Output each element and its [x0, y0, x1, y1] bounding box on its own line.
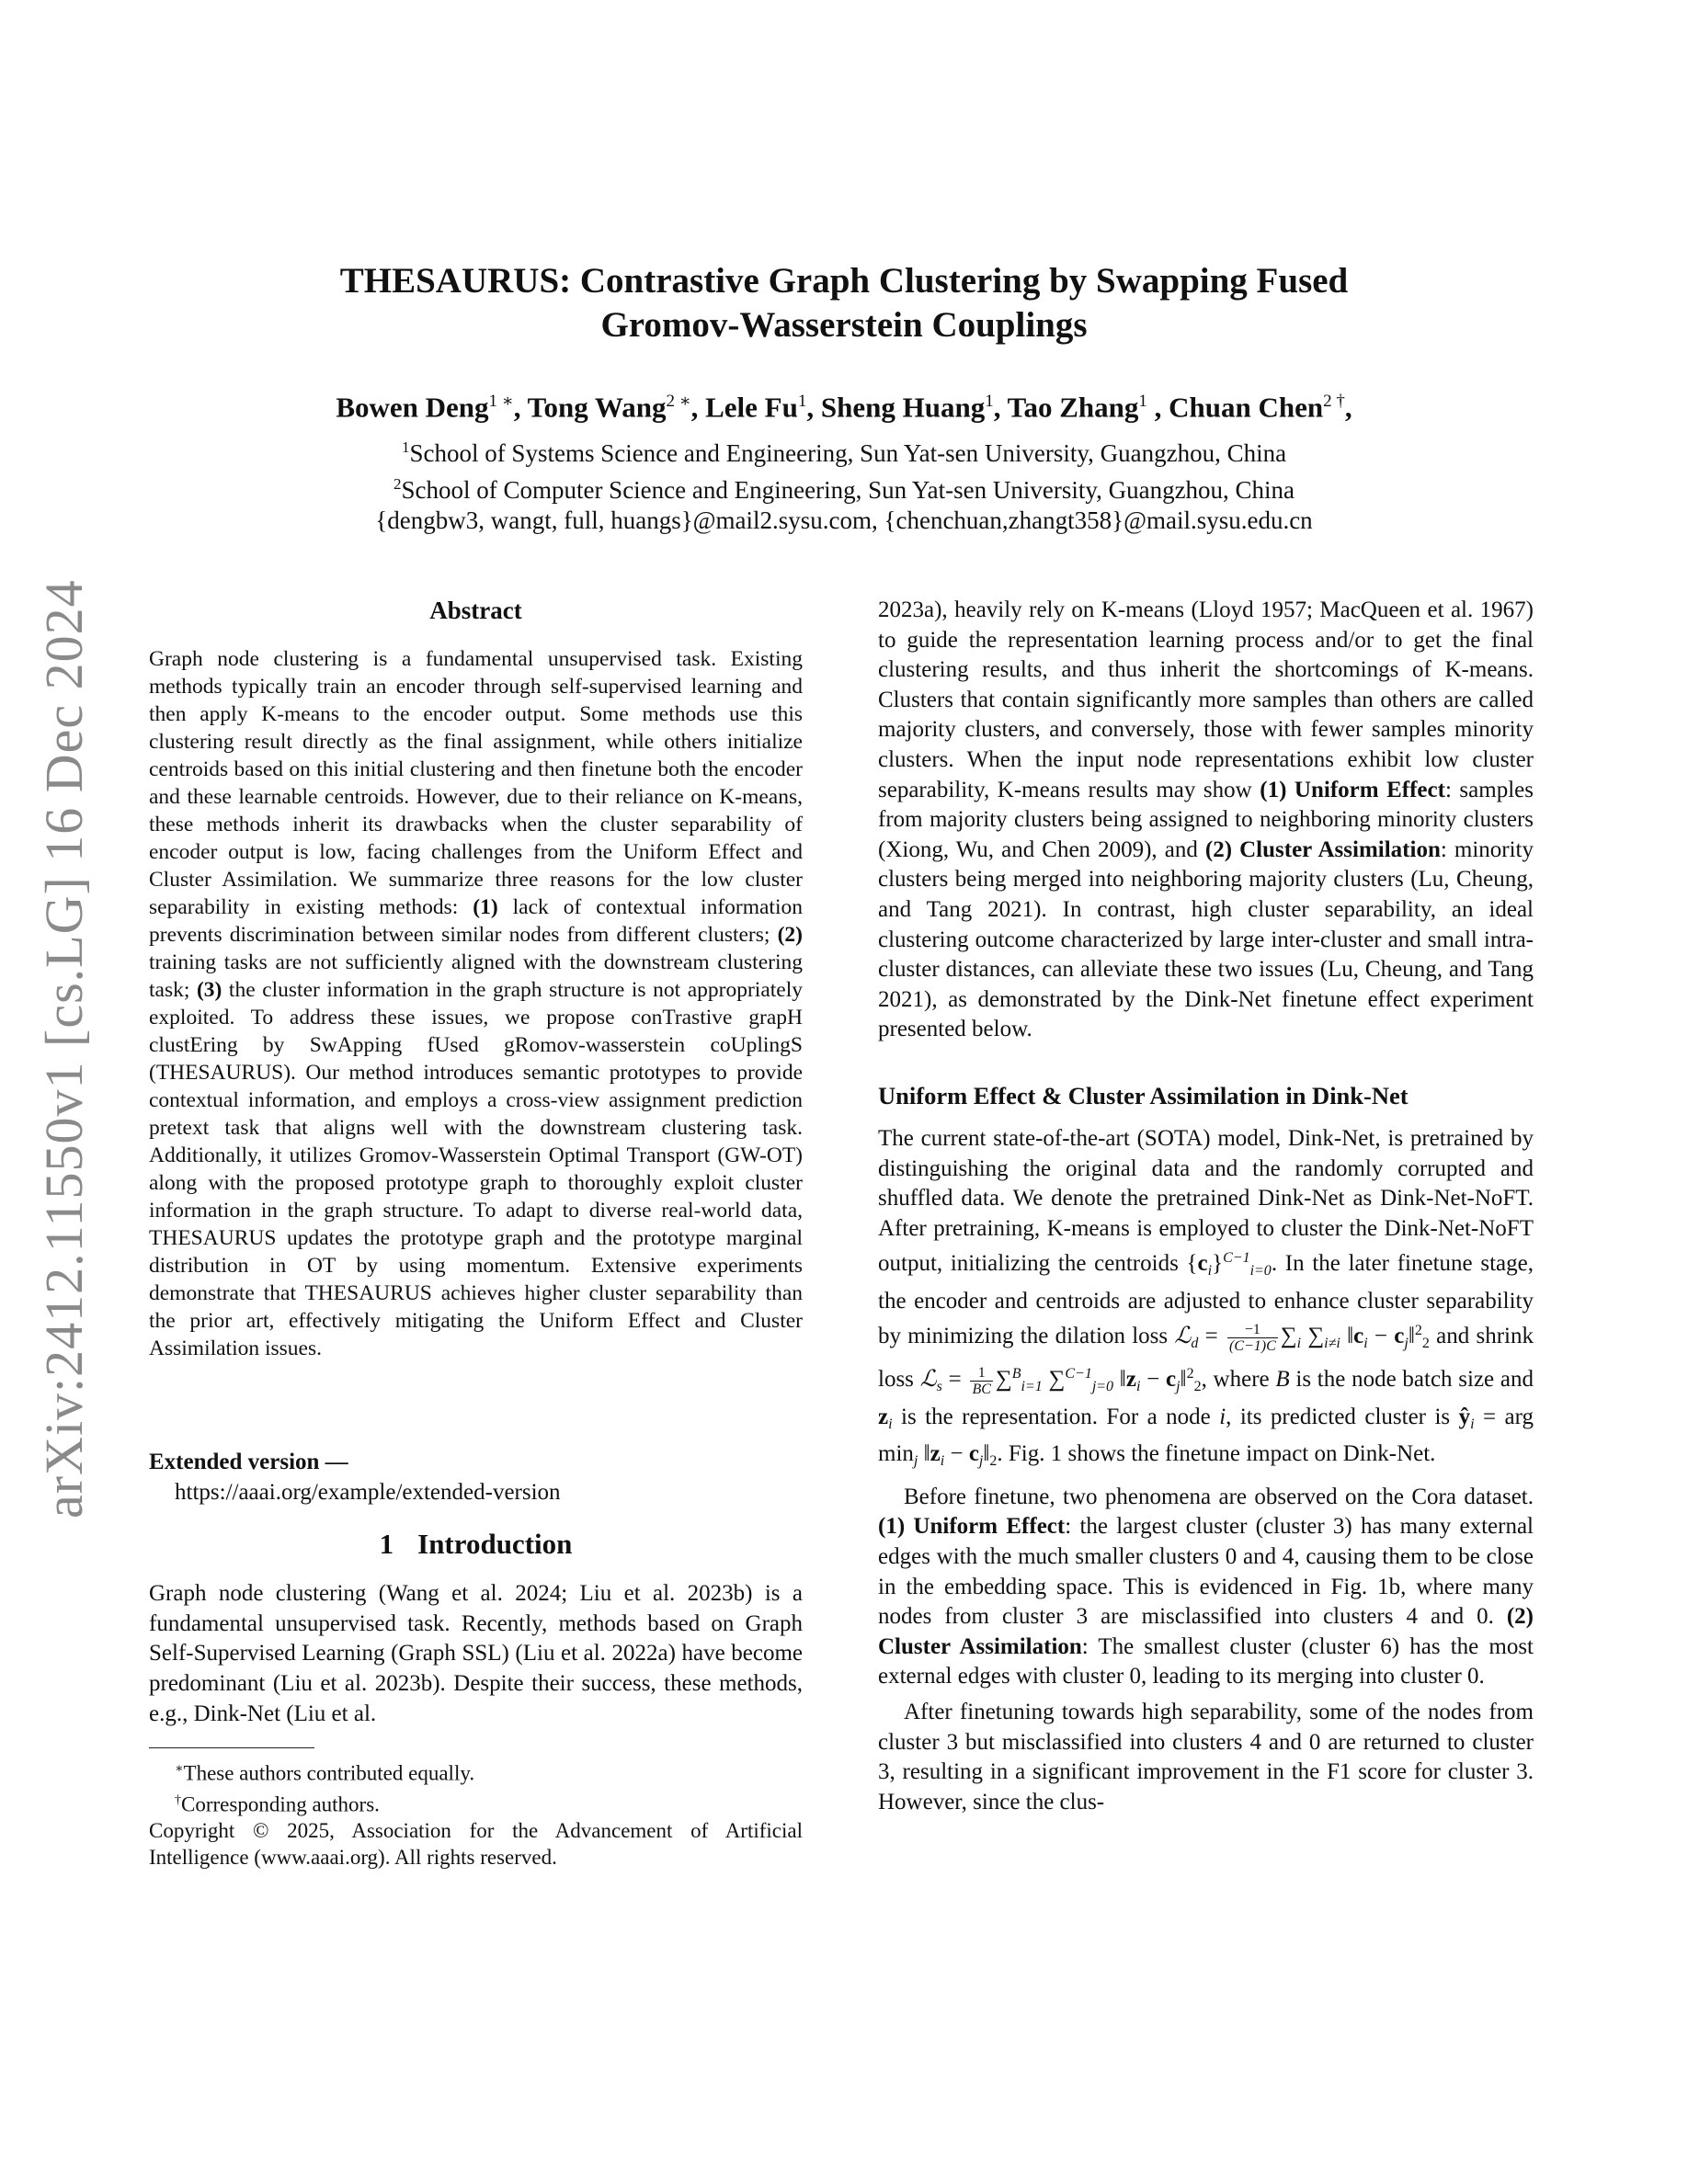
dink-net-paragraph [878, 1124, 1534, 1477]
right-column [878, 596, 1534, 1817]
math-dilation-loss: ℒ$_d$ = $\frac{-1}{(C-1)C}$ $\sum_i$ $\sum_{i\ne i}$ $‖c_i$ − $c_j‖^2_2$ [1174, 1322, 1430, 1355]
author-name: Sheng Huang [820, 391, 986, 424]
section-title: Introduction [417, 1528, 573, 1561]
author-name: Tong Wang [527, 391, 667, 424]
arxiv-identifier: arXiv:2412.11550v1 [cs.LG] 16 Dec 2024 [34, 579, 94, 1519]
affiliation-text: School of Systems Science and Engineering, Sun Yat-sen University, Guangzhou, China [409, 439, 1287, 467]
body-text: is the representation. For a node [892, 1404, 1220, 1429]
abstract-marker: (2) [777, 923, 803, 947]
abstract-marker: (1) [473, 895, 498, 919]
footnote-1 [149, 1756, 803, 1787]
abstract-text: Graph node clustering is a fundamental unsupervised task. Existing methods typically train an encoder through self-supervised learning and then apply K-means to the encoder output. Some methods use this clustering result directly as the final assignment, while others initialize centroids based on this initial clustering and then finetune both the encoder and these learnable centroids. However, due to their reliance on K-means, these methods inherit its drawbacks when the cluster separability of encoder output is low, facing challenges from the Uniform Effect and Cluster Assimilation. We summarize three reasons for the low cluster separability in existing methods: [149, 647, 803, 919]
body-text: : the largest cluster (cluster 3) has many external edges with the much smaller clusters 0 and 4, causing them to be close in the embedding space. This is evidenced in Fig. 1b, where many nodes from cluster 3 are misclassified into clusters 4 and 0. [878, 1514, 1534, 1630]
math-representation: $z_i$ [878, 1404, 893, 1432]
section-title-introduction [149, 1526, 803, 1563]
abstract-heading: Abstract [429, 597, 522, 624]
body-text: Before finetune, two phenomena are observed on the Cora dataset. [904, 1484, 1534, 1509]
body-text: , its predicted cluster is [1226, 1404, 1459, 1429]
affiliations [138, 432, 1550, 536]
body-text: , where [1201, 1367, 1276, 1393]
footnote-mark: ∗ [175, 1762, 184, 1777]
body-text: 2023a), heavily rely on K-means (Lloyd 1957; MacQueen et al. 1967) to guide the representation learning process and/or to get the final clustering results, and thus inherit the shortcomings of K-means. Clusters that contain significantly more samples than others are called majority clusters, and conversely, those with fewer samples minority clusters. When the input node representations exhibit low cluster separability, K-means results may show [878, 597, 1534, 802]
bold-term: (1) Uniform Effect [1260, 777, 1445, 802]
author-mark: 2 † [1323, 392, 1345, 411]
author-list: Bowen Deng$^{1 ∗}$, Tong Wang$^{2 ∗}$, Lele Fu$^1$, Sheng Huang$^1$, Tao Zhang$^1$ , Chuan Chen$^{2 \dagger}$, [336, 391, 1352, 424]
body-text: and shrink loss [878, 1324, 1534, 1393]
abstract-body [149, 645, 803, 1362]
math-shrink-loss: ℒ$_s$ = $\frac{1}{BC}$ ∑$^B_{i=1}$ ∑$^{C-1}_{j=0}$ $‖z_i$ − $c_j‖^2_2$ [919, 1364, 1202, 1397]
author-name: Lele Fu [705, 391, 798, 424]
affiliation-mark: 2 [393, 475, 402, 493]
abstract-text: lack of contextual information prevents discrimination between similar nodes from different clusters; [149, 895, 803, 947]
math-prediction: $ŷ_i$ = arg $\min_j$ $‖z_i$ − $c_j‖_2$ [878, 1404, 1534, 1470]
bold-term: (2) Cluster Assimilation [1204, 836, 1441, 862]
affiliation-mark: 1 [401, 438, 410, 456]
body-text: . In the later finetune stage, the encoder and centroids are adjusted to enhance cluster separability by minimizing the dilation loss [878, 1251, 1534, 1349]
author-name: Bowen Deng [336, 391, 489, 424]
affiliation-text: School of Computer Science and Engineering, Sun Yat-sen University, Guangzhou, China [401, 476, 1295, 504]
author-name: Chuan Chen [1169, 391, 1324, 424]
author-mark: 1 [985, 392, 994, 411]
intro-paragraph-continued [878, 596, 1534, 1045]
body-text: : The smallest cluster (cluster 6) has the most external edges with cluster 0, leading to its merging into cluster 0. [878, 1633, 1534, 1689]
subsection-heading: Uniform Effect & Cluster Assimilation in Dink-Net [878, 1081, 1409, 1109]
footnote-mark: † [175, 1792, 181, 1807]
body-text: The current state-of-the-art (SOTA) model, Dink-Net, is pretrained by distinguishing the original data and the randomly corrupted and shuffled data. We denote the pretrained Dink-Net as Dink-Net-NoFT. After pretraining, K-means is employed to cluster the Dink-Net-NoFT output, initializing the centroids [878, 1125, 1534, 1277]
bold-term: (1) Uniform Effect [878, 1514, 1066, 1540]
footnote-rule [149, 1747, 314, 1748]
author-mark: 1 ∗ [488, 392, 514, 411]
body-text: is the node batch size and [1289, 1367, 1534, 1393]
copyright-notice: Copyright © 2025, Association for the Advancement of Artificial Intelligence (www.aaai.org). All rights reserved. [149, 1819, 803, 1870]
abstract-marker: (3) [196, 978, 222, 1002]
before-finetune-paragraph [878, 1483, 1534, 1692]
extended-version-heading: Extended version — [149, 1450, 348, 1474]
abstract-text: training tasks are not sufficiently aligned with the downstream clustering task; [149, 950, 803, 1002]
author-mark: 2 ∗ [666, 392, 691, 411]
title-line-2: Gromov-Wasserstein Couplings [600, 305, 1088, 345]
math-node: i [1219, 1404, 1226, 1429]
extended-version-link[interactable]: https://aaai.org/example/extended-version [175, 1479, 561, 1505]
math-centroids: $\{c_i\}^{C-1}_{i=0}$ [1186, 1250, 1272, 1280]
after-finetune-paragraph: After finetuning towards high separability, some of the nodes from cluster 3 but misclassified into clusters 4 and 0 are returned to cluster 3, resulting in a significant improvement in the F1 score for cluster 3. However, since the clus- [878, 1700, 1534, 1814]
affiliation-1 [138, 432, 1550, 469]
bold-term: (2) Cluster Assimilation [878, 1604, 1534, 1659]
paper-title [138, 259, 1550, 347]
abstract-text: the cluster information in the graph structure is not appropriately exploited. To address these issues, we propose conTrastive grapH clustEring by SwApping fUsed gRomov-wasserstein coUplingS (THESAURUS). Our method introduces semantic prototypes to provide contextual information, and employs a cross-view assignment prediction pretext task that aligns well with the downstream clustering task. Additionally, it utilizes Gromov-Wasserstein Optimal Transport (GW-OT) along with the proposed prototype graph to thoroughly exploit cluster information in the graph structure. To adapt to diverse real-world data, THESAURUS updates the prototype graph and the prototype marginal distribution in OT by using momentum. Extensive experiments demonstrate that THESAURUS achieves higher cluster separability than the prior art, effectively mitigating the Uniform Effect and Cluster Assimilation issues. [149, 978, 803, 1360]
author-mark: 1 [1138, 392, 1147, 411]
left-column-lower [149, 1448, 803, 1871]
footnote-text: Corresponding authors. [181, 1792, 380, 1816]
footnote-text: These authors contributed equally. [183, 1761, 475, 1785]
footnote-2 [149, 1787, 803, 1818]
section-number: 1 [379, 1528, 394, 1561]
title-line-1: THESAURUS: Contrastive Graph Clustering by Swapping Fused [339, 261, 1349, 301]
author-emails: {dengbw3, wangt, full, huangs}@mail2.sysu.com, {chenchuan,zhangt358}@mail.sysu.edu.cn [375, 506, 1313, 534]
body-text: : minority clusters being merged into neighboring majority clusters (Lu, Cheung, and Tang 2021). In contrast, high cluster separability, an ideal clustering outcome characterized by large inter-cluster and small intra-cluster distances, can alleviate these two issues (Lu, Cheung, and Tang 2021), as demonstrated by the Dink-Net finetune effect experiment presented below. [878, 836, 1534, 1042]
author-name: Tao Zhang [1007, 391, 1139, 424]
author-mark: 1 [797, 392, 807, 411]
math-batch-size: B [1275, 1367, 1290, 1393]
body-text: . Fig. 1 shows the finetune impact on Dink-Net. [997, 1441, 1436, 1467]
affiliation-2 [138, 469, 1550, 506]
introduction-paragraph: Graph node clustering (Wang et al. 2024; Liu et al. 2023b) is a fundamental unsupervised task. Recently, methods based on Graph Self-Supervised Learning (Graph SSL) (Liu et al. 2022a) have become predominant (Liu et al. 2023b). Despite their success, these methods, e.g., Dink-Net (Liu et al. [149, 1581, 803, 1726]
body-text: : samples from majority clusters being assigned to neighboring minority clusters (Xiong, Wu, and Chen 2009), and [878, 777, 1534, 862]
footnotes [149, 1756, 803, 1871]
left-column [149, 596, 803, 1362]
